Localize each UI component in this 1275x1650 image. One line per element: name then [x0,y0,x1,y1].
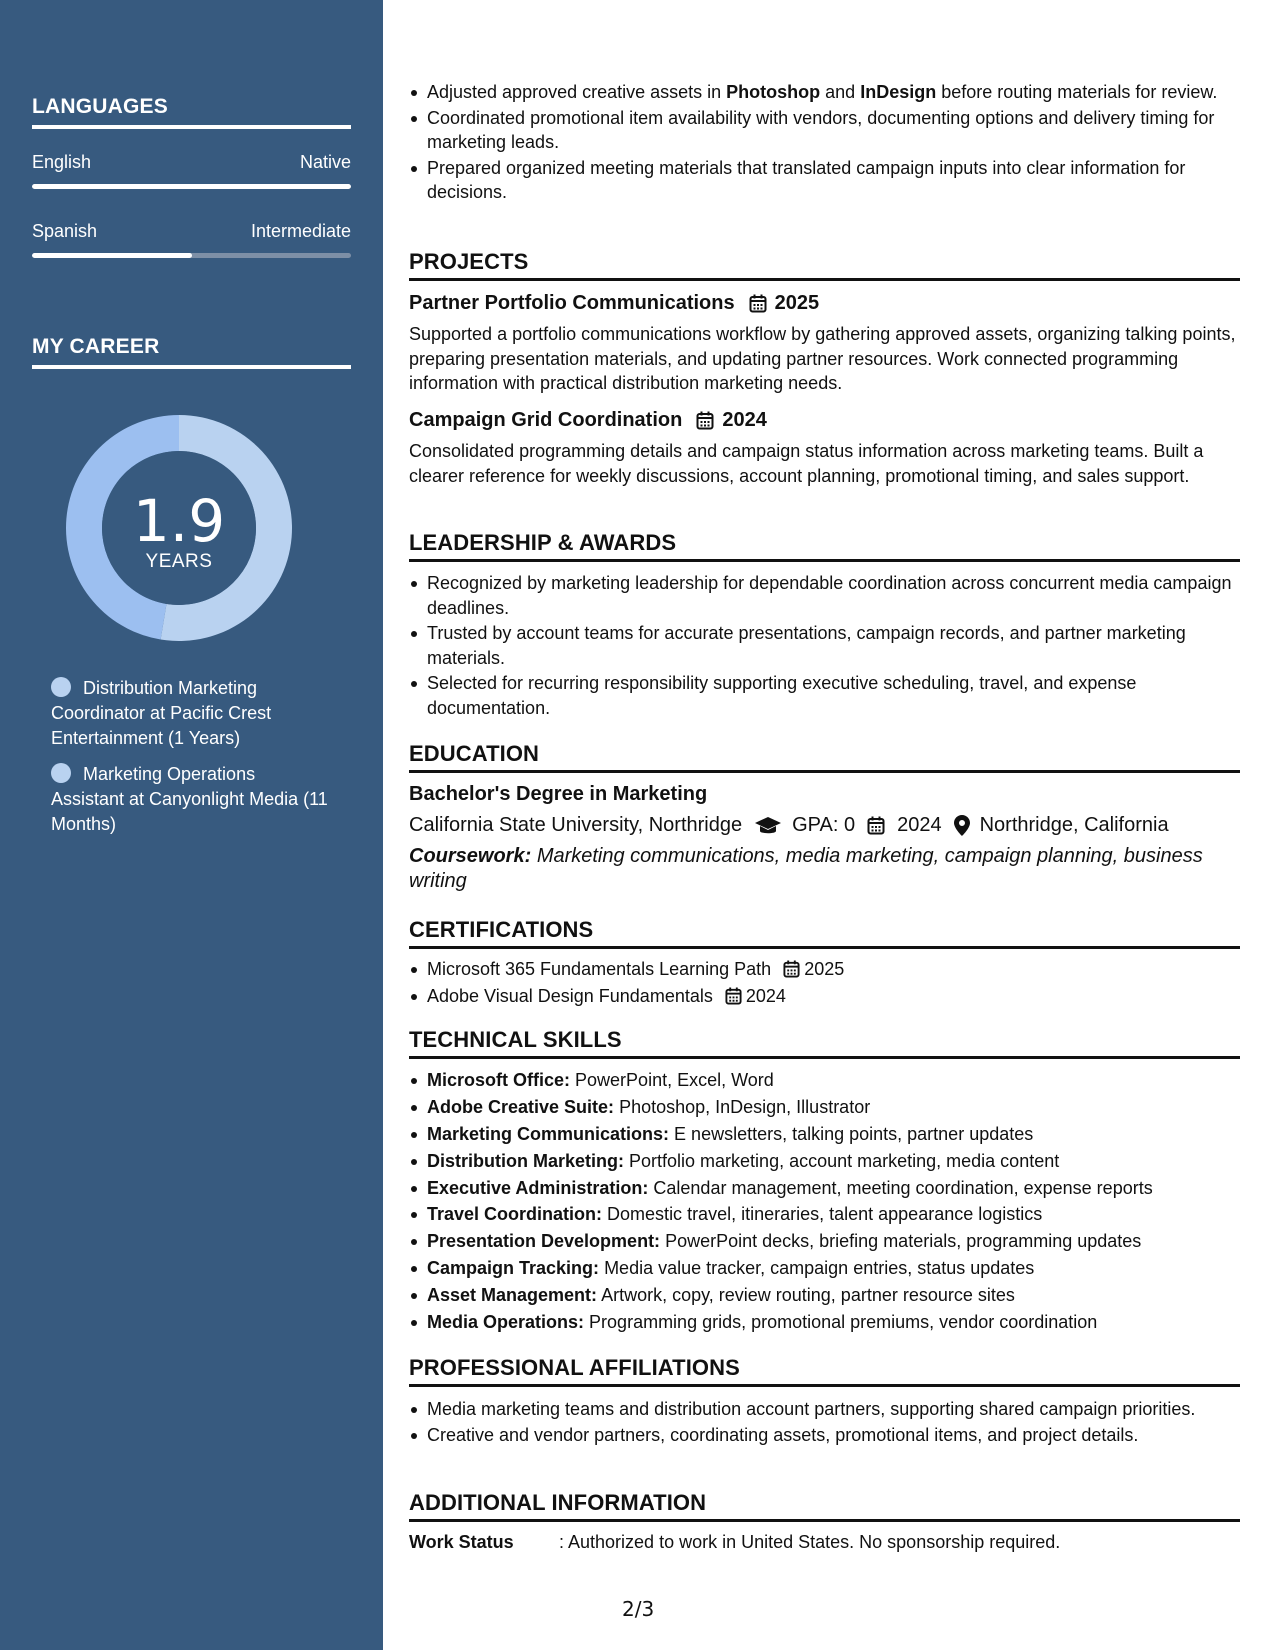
additional-heading: ADDITIONAL INFORMATION [409,1490,1240,1522]
skill-item: Adobe Creative Suite: Photoshop, InDesign, Illustrator [409,1095,1240,1120]
leadership-item: Recognized by marketing leadership for dependable coordination across concurrent media campaign deadlines. [409,571,1240,620]
project-title [409,292,819,315]
language-name: Spanish [32,221,98,241]
project-name: Campaign Grid Coordination [409,409,683,431]
skill-item: Distribution Marketing: Portfolio marketing, account marketing, media content [409,1149,1240,1174]
career-item [51,762,331,837]
skill-item: Travel Coordination: Domestic travel, itineraries, talent appearance logistics [409,1202,1240,1227]
career-item-text: Marketing Operations Assistant at Canyonlight Media (11 Months) [51,764,328,834]
leadership-heading: LEADERSHIP & AWARDS [409,530,1240,562]
graduation-cap-icon [754,816,782,836]
location-pin-icon [954,815,970,836]
leadership-list [409,571,1240,721]
affiliation-item: Creative and vendor partners, coordinating assets, promotional items, and project details. [409,1423,1240,1448]
experience-bullet: Coordinated promotional item availability with vendors, documenting options and delivery timing for marketing leads. [409,106,1240,155]
language-row-english [32,152,351,173]
project-name: Partner Portfolio Communications [409,292,735,314]
career-legend-dot [51,763,71,783]
calendar-icon [696,411,714,430]
experience-bullets [409,80,1240,206]
coursework-label: Coursework: [409,845,532,867]
certifications-list [409,957,1240,1009]
skills-list [409,1068,1240,1337]
certification-year: 2024 [745,985,786,1006]
career-years-value: 1.9 [132,487,226,555]
language-bar-fill [32,184,351,189]
projects-heading: PROJECTS [409,249,1240,281]
language-bar-spanish [32,253,351,258]
coursework-text: Marketing communications, media marketing, campaign planning, business writing [409,845,1203,892]
affiliation-item: Media marketing teams and distribution account partners, supporting shared campaign priorities. [409,1397,1240,1422]
career-years-label: YEARS [145,551,213,572]
career-heading: MY CAREER [32,335,351,369]
skill-item: Campaign Tracking: Media value tracker, campaign entries, status updates [409,1256,1240,1281]
calendar-icon [783,960,800,978]
skill-item: Asset Management: Artwork, copy, review routing, partner resource sites [409,1283,1240,1308]
certification-year: 2025 [804,959,845,979]
certification-item [409,957,1240,982]
sidebar [0,0,383,1650]
leadership-item: Selected for recurring responsibility supporting executive scheduling, travel, and expense documentation. [409,671,1240,720]
skill-item: Media Operations: Programming grids, promotional premiums, vendor coordination [409,1310,1240,1335]
certification-name: Microsoft 365 Fundamentals Learning Path [427,959,772,979]
experience-bullet: Adjusted approved creative assets in Photoshop and InDesign before routing materials for review. [409,80,1240,105]
leadership-item: Trusted by account teams for accurate presentations, campaign records, and partner marketing materials. [409,621,1240,670]
skill-item: Presentation Development: PowerPoint decks, briefing materials, programming updates [409,1229,1240,1254]
calendar-icon [749,294,767,313]
career-item-text: Distribution Marketing Coordinator at Pacific Crest Entertainment (1 Years) [51,678,272,748]
project-description: Supported a portfolio communications workflow by gathering approved assets, organizing talking points, preparing presentation materials, and updating partner resources. Work connected programming information with practical distribution marketing needs. [409,324,1236,393]
education-heading: EDUCATION [409,741,1240,773]
additional-label: Work Status [409,1532,514,1552]
language-row-spanish [32,221,351,242]
affiliations-list [409,1397,1240,1448]
calendar-icon [867,816,885,835]
skill-item: Executive Administration: Calendar management, meeting coordination, expense reports [409,1176,1240,1201]
certification-name: Adobe Visual Design Fundamentals [427,985,713,1006]
skill-item: Marketing Communications: E newsletters, talking points, partner updates [409,1122,1240,1147]
project-year: 2024 [722,409,767,431]
education-degree: Bachelor's Degree in Marketing [409,783,708,805]
affiliations-heading: PROFESSIONAL AFFILIATIONS [409,1355,1240,1387]
career-legend-dot [51,677,71,697]
project-title [409,409,767,432]
additional-row [409,1532,1240,1553]
education-gpa: GPA: 0 [792,814,856,836]
language-name: English [32,152,92,172]
education-coursework [409,844,1240,894]
education-details [409,814,1240,837]
education-year: 2024 [897,814,942,836]
language-level: Native [299,152,351,172]
languages-heading: LANGUAGES [32,95,351,129]
career-item [51,676,331,751]
education-school: California State University, Northridge [409,814,743,836]
language-bar-english [32,184,351,189]
project-description: Consolidated programming details and campaign status information across marketing teams. Built a clearer reference for weekly discussions, account planning, promotional timing, and sales support. [409,441,1204,486]
career-donut-chart [66,415,292,641]
certifications-heading: CERTIFICATIONS [409,917,1240,949]
experience-bullet: Prepared organized meeting materials that translated campaign inputs into clear information for decisions. [409,156,1240,205]
skills-heading: TECHNICAL SKILLS [409,1027,1240,1059]
certification-item [409,984,1240,1009]
language-bar-fill [32,253,192,258]
education-location: Northridge, California [979,814,1169,836]
calendar-icon [725,987,742,1005]
additional-value: : Authorized to work in United States. No sponsorship required. [559,1532,1061,1552]
skill-item: Microsoft Office: PowerPoint, Excel, Word [409,1068,1240,1093]
project-year: 2025 [774,292,820,314]
language-level: Intermediate [250,221,351,241]
page-number: 2/3 [622,1597,655,1621]
